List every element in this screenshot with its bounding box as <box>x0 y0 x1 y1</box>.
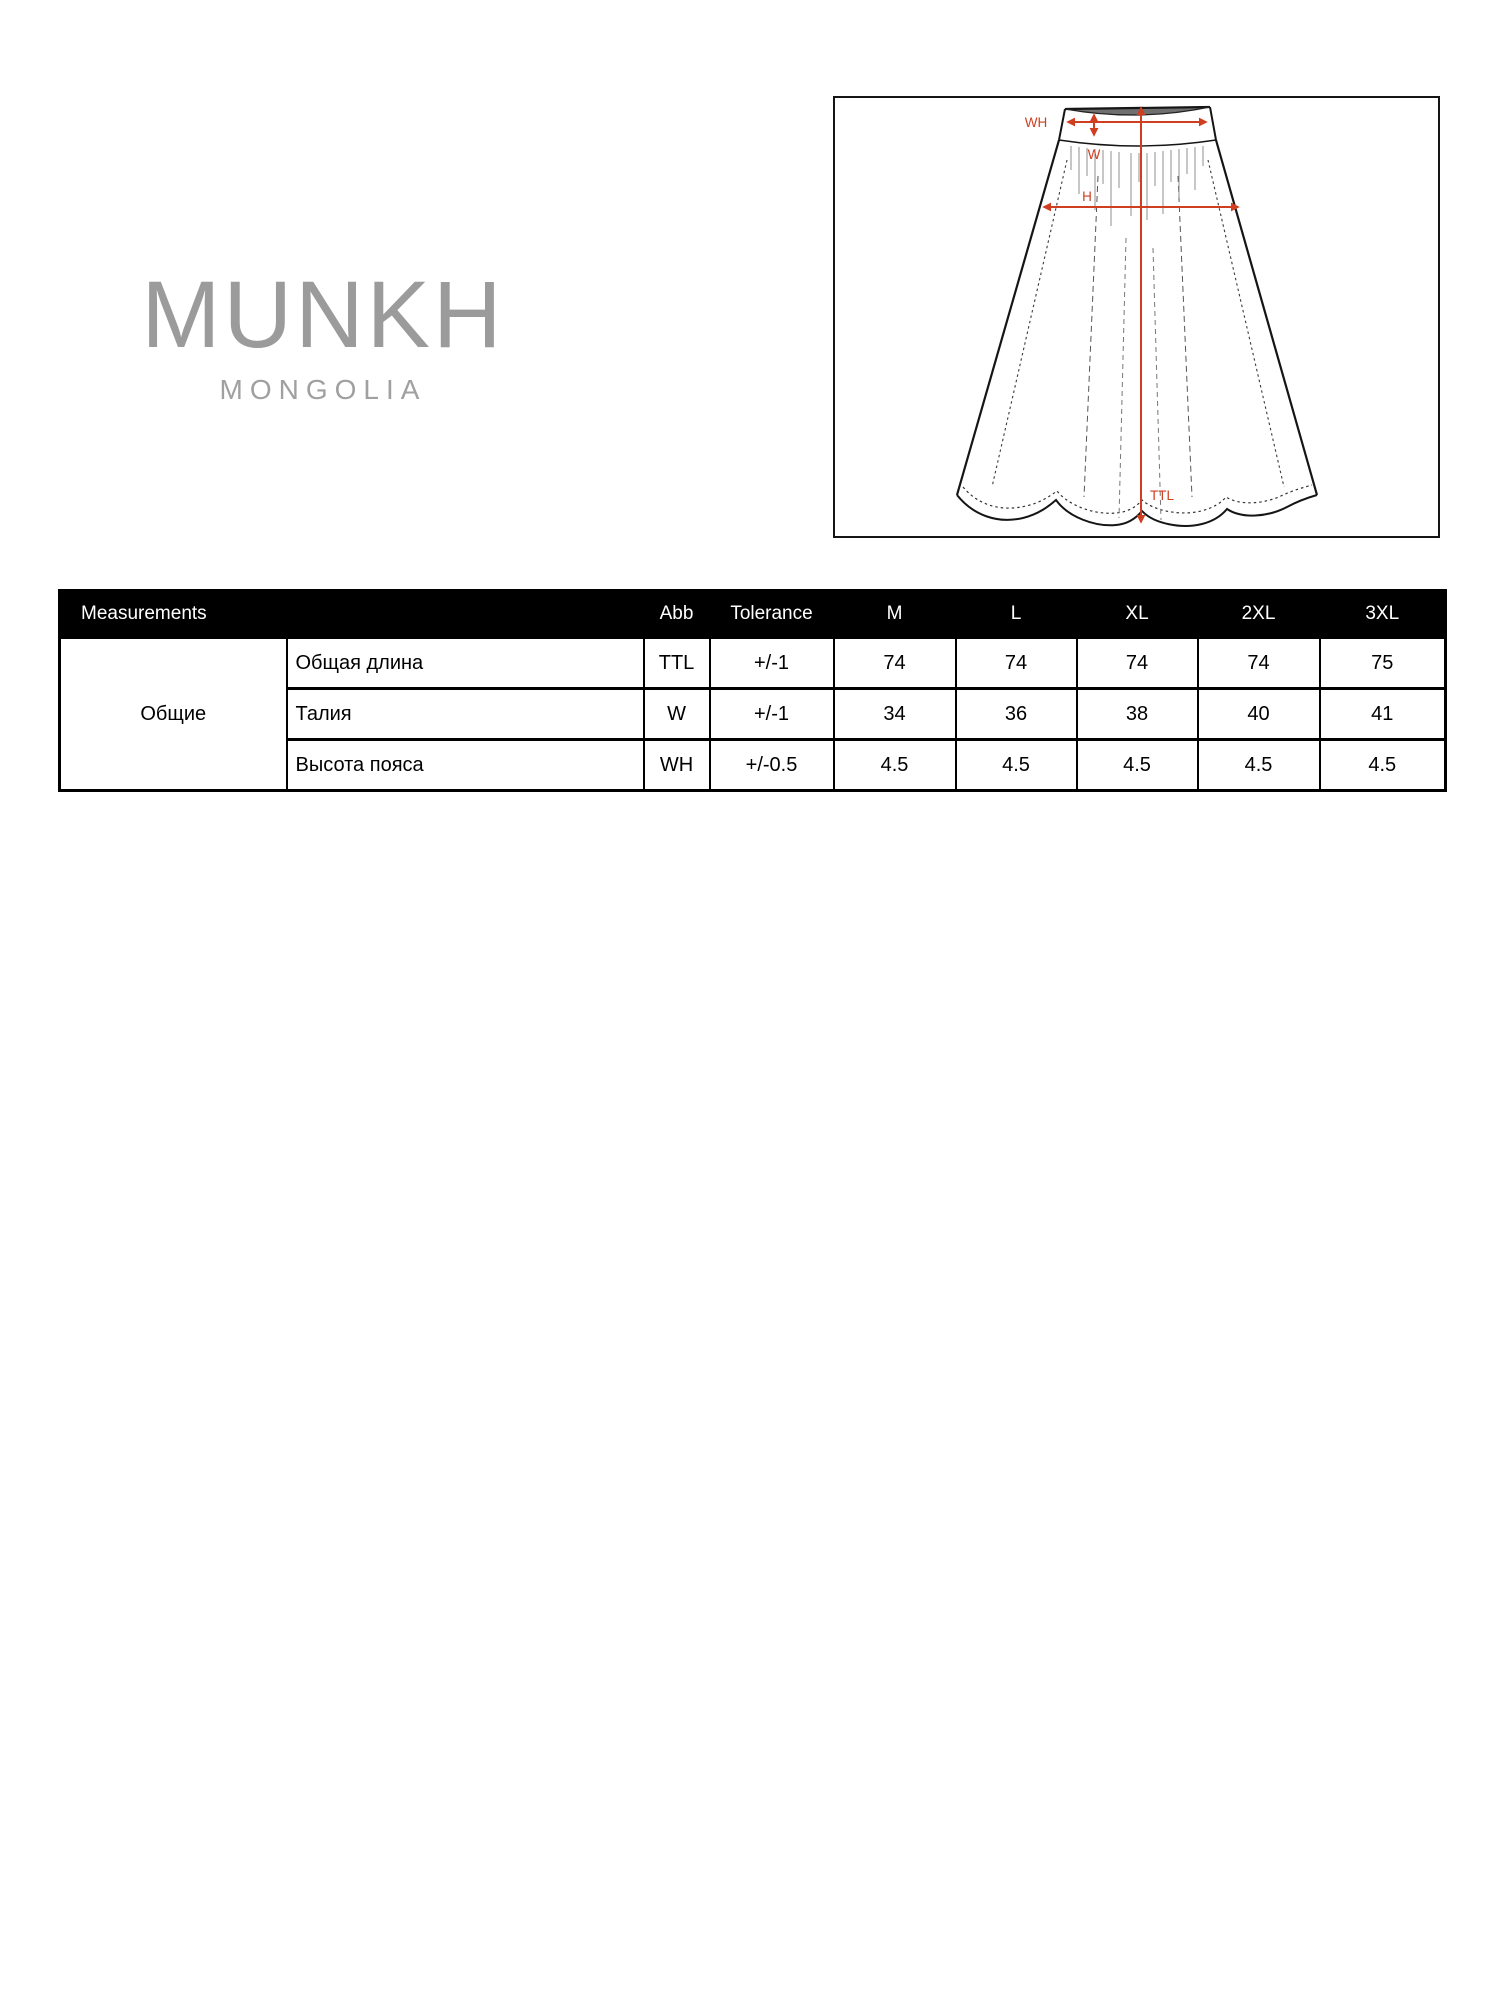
header-size-xl: XL <box>1077 591 1198 638</box>
header-size-m: M <box>834 591 956 638</box>
tolerance-cell: +/-1 <box>710 689 834 740</box>
value-cell: 74 <box>1198 638 1320 689</box>
value-cell: 4.5 <box>834 740 956 791</box>
skirt-waistband <box>1059 107 1216 146</box>
value-cell: 36 <box>956 689 1077 740</box>
header-tolerance: Tolerance <box>710 591 834 638</box>
value-cell: 4.5 <box>1320 740 1446 791</box>
header-abb: Abb <box>644 591 710 638</box>
brand-name: MUNKH <box>141 262 505 368</box>
header-size-3xl: 3XL <box>1320 591 1446 638</box>
abb-cell: W <box>644 689 710 740</box>
measure-name-cell: Общая длина <box>287 638 644 689</box>
value-cell: 75 <box>1320 638 1446 689</box>
w-label: W <box>1087 147 1101 162</box>
value-cell: 41 <box>1320 689 1446 740</box>
brand-logo <box>140 262 506 406</box>
skirt-technical-drawing <box>835 98 1438 536</box>
table-row <box>60 638 1446 689</box>
abb-cell: WH <box>644 740 710 791</box>
value-cell: 4.5 <box>1198 740 1320 791</box>
skirt-fold-lines <box>992 146 1284 520</box>
measure-name-cell: Талия <box>287 689 644 740</box>
value-cell: 4.5 <box>956 740 1077 791</box>
table-header-row <box>60 591 1446 638</box>
measure-name-cell: Высота пояса <box>287 740 644 791</box>
value-cell: 40 <box>1198 689 1320 740</box>
value-cell: 4.5 <box>1077 740 1198 791</box>
measurements-table <box>58 589 1447 792</box>
group-label-cell: Общие <box>60 638 287 791</box>
value-cell: 38 <box>1077 689 1198 740</box>
header-size-2xl: 2XL <box>1198 591 1320 638</box>
brand-subtitle: MONGOLIA <box>219 374 427 405</box>
wh-label: WH <box>1024 115 1048 130</box>
value-cell: 74 <box>956 638 1077 689</box>
measurement-annotations <box>1044 108 1238 522</box>
h-label: H <box>1082 189 1092 204</box>
value-cell: 74 <box>834 638 956 689</box>
skirt-outline <box>957 140 1317 526</box>
garment-sketch-box <box>833 96 1440 538</box>
ttl-label: TTL <box>1150 488 1175 503</box>
tolerance-cell: +/-0.5 <box>710 740 834 791</box>
header-size-l: L <box>956 591 1077 638</box>
abb-cell: TTL <box>644 638 710 689</box>
header-measurements: Measurements <box>60 591 644 638</box>
tolerance-cell: +/-1 <box>710 638 834 689</box>
value-cell: 34 <box>834 689 956 740</box>
value-cell: 74 <box>1077 638 1198 689</box>
